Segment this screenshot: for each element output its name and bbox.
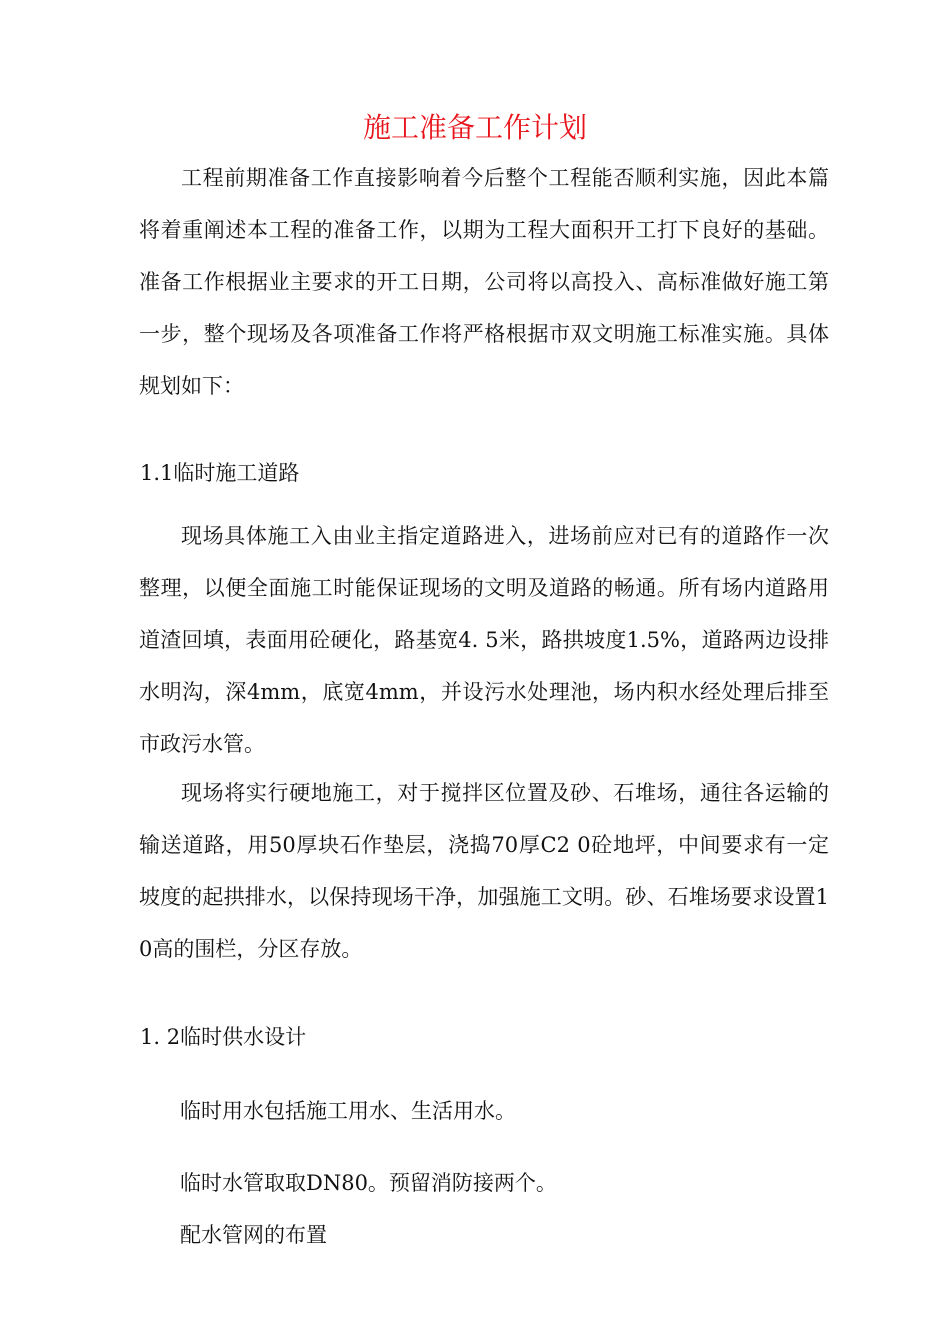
section-heading-water-supply: 1. 2临时供水设计 xyxy=(140,1025,307,1049)
water-supply-line-3: 配水管网的布置 xyxy=(180,1223,327,1247)
intro-paragraph: 工程前期准备工作直接影响着今后整个工程能否顺利实施，因此本篇将着重阐述本工程的准备工作，以期为工程大面积开工打下良好的基础。准备工作根据业主要求的开工日期，公司将以高投入、高标准做好施工第一步，整个现场及各项准备工作将严格根据市双文明施工标准实施。具体规划如下： xyxy=(139,166,829,398)
water-supply-line-2: 临时水管取取DN80。预留消防接两个。 xyxy=(180,1171,557,1195)
roads-paragraph-1: 现场具体施工入由业主指定道路进入，进场前应对已有的道路作一次整理，以便全面施工时能保证现场的文明及道路的畅通。所有场内道路用道渣回填，表面用砼硬化，路基宽4. 5米，路拱坡度1.5%，道路两边设排水明沟，深4mm，底宽4mm，并设污水处理池，场内积水经处理后排至市政污水管。 xyxy=(139,524,829,756)
roads-paragraph-2: 现场将实行硬地施工，对于搅拌区位置及砂、石堆场，通往各运输的输送道路，用50厚块石作垫层，浇捣70厚C2 0砼地坪，中间要求有一定坡度的起拱排水，以保持现场干净，加强施工文明。砂、石堆场要求设置1 0高的围栏，分区存放。 xyxy=(139,781,829,961)
water-supply-line-1: 临时用水包括施工用水、生活用水。 xyxy=(180,1099,516,1123)
document-title: 施工准备工作计划 xyxy=(362,111,587,144)
section-heading-temporary-roads: 1.1临时施工道路 xyxy=(140,461,300,485)
